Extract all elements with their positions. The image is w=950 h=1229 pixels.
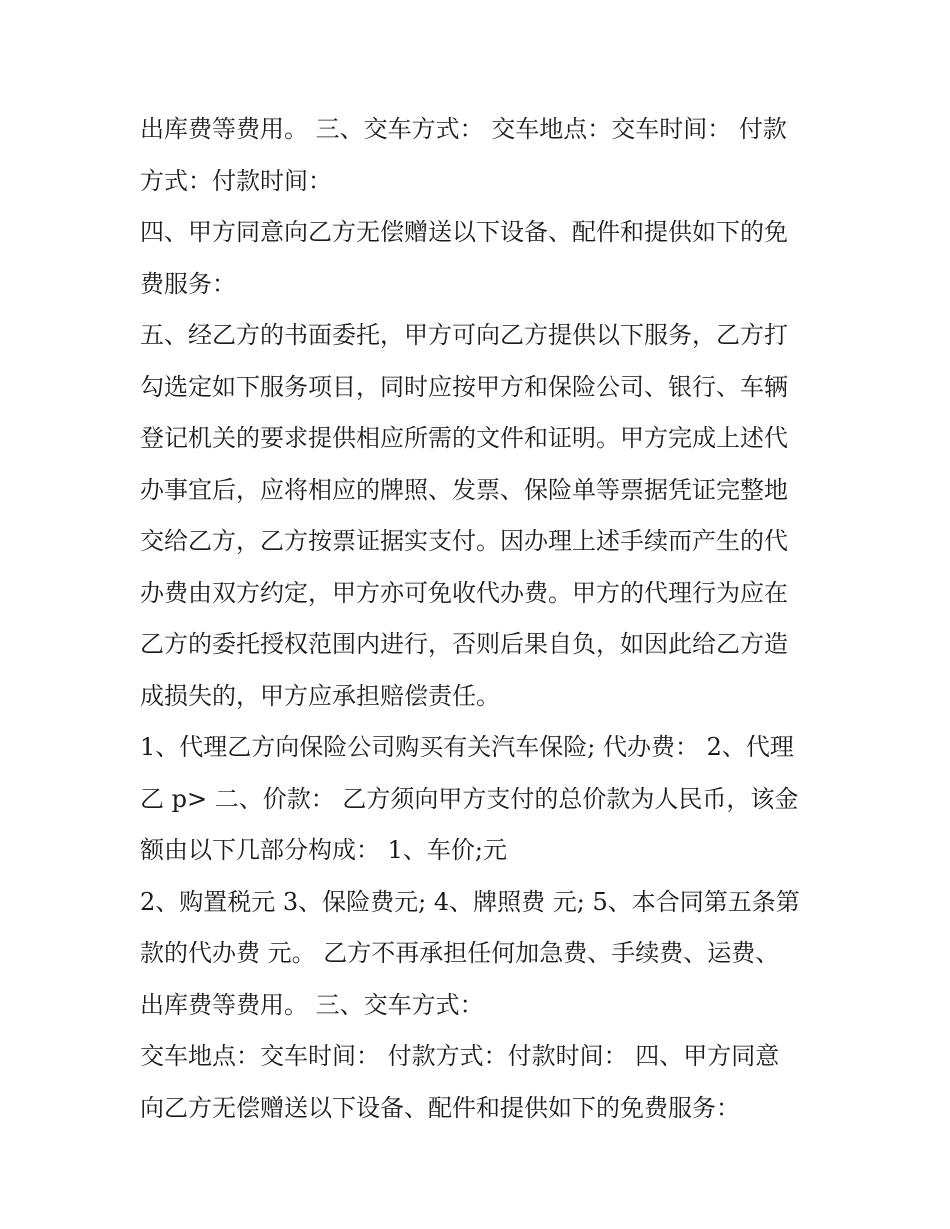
text-line: 2、购置税元 3、保险费元; 4、牌照费 元; 5、本合同第五条第: [140, 887, 800, 916]
text-line: 办事宜后，应将相应的牌照、发票、保险单等票据凭证完整地: [140, 475, 788, 504]
text-line: 出库费等费用。 三、交车方式：: [140, 990, 484, 1019]
text-line: 乙方的委托授权范围内进行，否则后果自负，如因此给乙方造: [140, 630, 788, 658]
text-line: 款的代办费 元。 乙方不再承担任何加急费、手续费、运费、: [140, 939, 780, 967]
text-line: 登记机关的要求提供相应所需的文件和证明。甲方完成上述代: [140, 424, 788, 452]
paragraph-insurance-price: [140, 722, 812, 877]
document-body: [140, 104, 812, 1134]
text-line: 向乙方无偿赠送以下设备、配件和提供如下的免费服务：: [140, 1093, 740, 1122]
text-line: 五、经乙方的书面委托，甲方可向乙方提供以下服务，乙方打: [140, 321, 788, 349]
paragraph-delivery-payment: [140, 104, 812, 207]
text-line: 交给乙方，乙方按票证据实支付。因办理上述手续而产生的代: [140, 527, 788, 555]
text-line: 四、甲方同意向乙方无偿赠送以下设备、配件和提供如下的免: [140, 218, 788, 246]
text-line: 1、代理乙方向保险公司购买有关汽车保险; 代办费： 2、代理: [140, 733, 794, 761]
paragraph-delivery-terms: [140, 1031, 812, 1134]
text-line: 交车地点：交车时间： 付款方式：付款时间： 四、甲方同意: [140, 1042, 780, 1070]
text-line: 乙 p> 二、价款： 乙方须向甲方支付的总价款为人民币，该金: [140, 784, 799, 813]
text-line: 额由以下几部分构成： 1、车价;元: [140, 836, 507, 864]
text-line: 费服务：: [140, 269, 236, 298]
paragraph-agency-services: [140, 310, 812, 722]
text-line: 成损失的，甲方应承担赔偿责任。: [140, 681, 500, 710]
text-line: 方式：付款时间：: [140, 166, 332, 195]
text-line: 办费由双方约定，甲方亦可免收代办费。甲方的代理行为应在: [140, 578, 788, 607]
paragraph-fees: [140, 877, 812, 1032]
paragraph-free-services: [140, 207, 812, 310]
text-line: 出库费等费用。 三、交车方式： 交车地点：交车时间： 付款: [140, 115, 787, 143]
text-line: 勾选定如下服务项目，同时应按甲方和保险公司、银行、车辆: [140, 372, 788, 401]
